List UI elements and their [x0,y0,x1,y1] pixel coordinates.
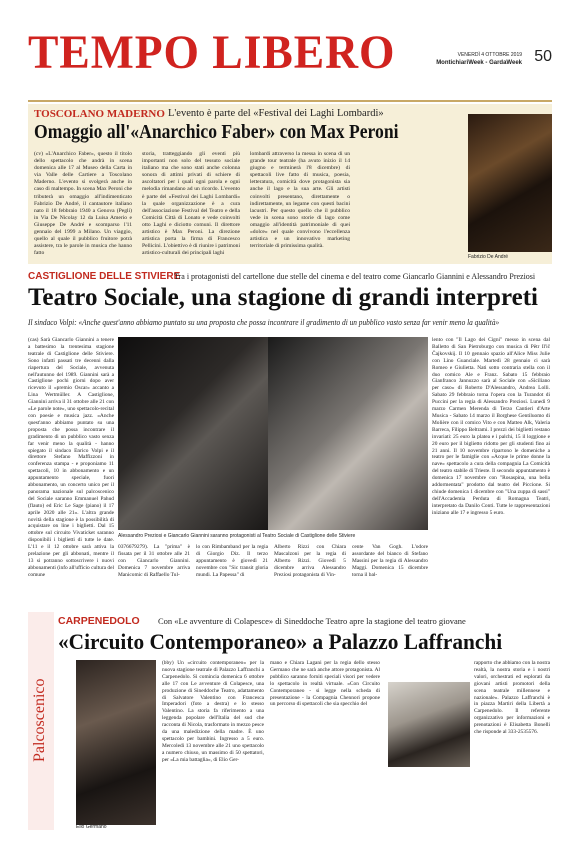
masthead-divider [28,100,552,102]
photo-performers [388,682,470,767]
article-body-column: lento con "Il Lago dei Cigni" messo in scena dal Balletto di San Pietroburgo con musica di Pëtr Il'ič Čajkovskij. Il 10 gennaio spazio all'Alice Miss Julie con Lino Guanciale. Martedì 28 gennaio ci sarà Romeo e Giulietta. Nati sotto contraria stella con il duo comico Ale e Franz. Sabato 15 febbraio Gianfranco Jannuzzo sarà al Sociale con «Siciliano per caso» di Roberto D'Alessandro, Andrea Lolli. Sabato 29 febbraio torna l'opera con la Turandot di Puccini per la regia di Alessandro Preziosi. Lunedì 9 marzo Carmen Merenda di Terzo Cantieri d'Arte Musica - Sabato 14 marzo il Borghese Gentiluomo di Molière con il comico Vito e con Matteo Alk, Valeria Barreca, Filippo Beltrami. I prezzi dei biglietti restano invariati: 25 euro la platea e i palchi, 15 il loggione e 20 euro per il biglietto ridotto per gli studenti fino ai 21 anni. Il 10 novembre ripartono le domeniche a teatro per le famiglie con «Acque le prime donne la nave» spettacolo a cura della compagnia La Comicità del teatro stabile di Trieste. Il secondo appuntamento è domenica 17 novembre con "Rosaspina, una bella addormentata" prodotto dal teatro del Piccione. Si chiude domenica 1 dicembre con "Una zuppa di sassi" dell'Accademia Perduta di Romagna Teatri, interpretato da Danilo Conti. Tutte le rappresentazioni iniziano alle 17 e ingresso 5 euro. [432,337,550,516]
article-body-column: (bby) Un «circuito contemporaneo» per la nuova stagione teatrale di Palazzo Laffranchi a Carpenedolo. Si comincia domenica 6 ottobre alle 17 con Le avventure di Colapesce, una produzione di Sineddoche Teatro, adattamento di Salvatore Valentino con Francesca Imperadori (foto a destra) e lo stesso Valentino. La storia fa riferimento a una leggenda popolare dell'Italia del sud che racconta di Nicola, trasformato in mezzo pesce da una maledizione della madre. È uno spettacolo per bambini. Ingresso a 5 euro. Mercoledì 13 novembre alle 21 uno spettacolo a numero chiuso, un massimo di 50 spettatori, per «La mia battaglia», di Elio Ger- [162,660,264,763]
article-circuito-contemporaneo [28,612,552,830]
issue-date: VENERDÌ 4 OTTOBRE 2019 [457,52,522,58]
article-body-column: rapporto che abbiamo con la nostra realtà, la nostra storia e i nostri valori, orchestrati ed esplorati da giovani artisti promotori della scena teatrale millennese e nazionale». Palazzo Laffranchi è in piazza Martiri della Libertà a Carpenedolo. Il referente organizzativo per informazioni e prenotazioni è Elisabetta Bonelli che risponde al 333-2535576. [474,660,550,736]
article-body-column: lombardi attraverso la messa in scena di un grande tour teatrale (ha avuto inizio il 14 giugno e terminerà l'8 dicembre) di spettacoli live fatto di musica, poesia, letteratura, comicità dove protagonista sia anche il lago e la sua arte. Gli artisti coinvolti presentano, direttamente o indirettamente, un legame con questi bacini lacustri. Per questo quello che il pubblico vede in scena sono storie di lago come omaggio all'identità patrimoniale di quei «dolce» nel quale convivono l'eccellenza artistica e un innovativo marketing territoriale di primissima qualità. [250,151,350,250]
photo-elio-germano [76,660,156,825]
article-kicker-subtitle: Tra i protagonisti del cartellone due stelle del cinema e del teatro come Giancarlo Giannini e Alessandro Preziosi [174,272,536,281]
photo-caption: Alessandro Preziosi e Giancarlo Giannini saranno protagonisti al Teatro Sociale di Castiglione delle Stiviere [118,533,356,539]
photo-giancarlo-giannini [118,337,268,530]
article-kicker: CARPENEDOLO [58,615,140,627]
photo-caption: Fabrizio De André [468,254,509,260]
article-body-column: Alberto Rizzi con Chiara Mascalzoni per la regia di Alberto Rizzi. Giovedì 5 dicembre arriva Alessandro Preziosi protagonista di Vin- [274,544,346,578]
article-subhead: Il sindaco Volpi: «Anche quest'anno abbiamo puntato su una proposta che possa incontrare il gradimento di un pubblico vasto senza far venir meno la qualità» [28,318,500,327]
article-body-column: (cv) «L'Anarchico Faber», questo il titolo dello spettacolo che andrà in scena domenica alle 17 al Museo della Carta in via Valle delle Cartiere a Toscolano Maderno. L'evento si svolgerà anche in caso di maltempo. In scena Max Peroni che tributerà un omaggio all'indimenticato Fabrizio De André, il cantautore italiano nato il 18 febbraio 1940 a Genova (Pegli) in Via De Nicolay 12 da Luisa Amerio e Giuseppe De André e scomparso l'11 gennaio del 1999 a Milano. Un viaggio, quello al quale il pubblico fruitore potrà assistere, tra le parole in musica che hanno fatto [34,151,132,257]
article-kicker-subtitle: L'evento è parte del «Festival dei Laghi Lombardi» [168,108,384,119]
article-teatro-sociale [28,268,552,608]
article-kicker-subtitle: Con «Le avventure di Colapesce» di Sineddoche Teatro apre la stagione del teatro giovane [158,616,466,626]
photo-fabrizio-de-andre [468,114,552,252]
article-body-column: 0376679279). La "prima" è fissata per il 31 ottobre alle 21 con Giancarlo Giannini. Domenica 7 novembre arriva Manicomic di Raffaello Tul- [118,544,190,578]
photo-caption: Elio Germano [76,824,107,830]
section-sidebar [28,612,54,830]
page-number: 50 [534,48,552,65]
masthead [28,22,552,84]
article-headline: Teatro Sociale, una stagione di grandi interpreti [28,284,538,311]
article-anarchico-faber [28,104,552,264]
article-body-column: storia, tratteggiando gli eventi più importanti non solo del tessuto sociale italiano ma che sono stati anche colonna sonora di attimi privati di schiere di ascoltatori per i quali ogni parola e ogni melodia rimandano ad un ricordo. L'evento è parte del «Festival dei Laghi Lombardi» la quale organizzazione è a cura dell'associazione Festival del Teatro e della Comicità Città di Lonato e vede coinvolti otto Laghi e diciotto comuni. Il direttore artistico è Max Peroni. La direzione artistica porta la firma di Francesco Pellicini. L'obiettivo è di riunire i patrimoni artistico-culturali dei principali laghi [142,151,240,257]
photo-alessandro-preziosi [268,337,428,530]
article-body-column: lo con Rimbamband per la regia di Giorgio Diz. Il terzo appuntamento è giovedì 21 novembre con "Sic transit gloria mundi. La Papessa" di [196,544,268,578]
article-kicker: TOSCOLANO MADERNO [34,108,165,120]
article-kicker: CASTIGLIONE DELLE STIVIERE [28,271,181,282]
section-sidebar-label: Palcoscenico [31,678,48,762]
article-headline: «Circuito Contemporaneo» a Palazzo Laffranchi [58,629,503,654]
article-body-column: mano e Chiara Lagani per la regia dello stesso Germano che ne sarà anche attore protagonista. Al pubblico saranno forniti speciali visori per vedere lo spettacolo in realtà virtuale. «Con Circuito Contemporaneo - si legge nella scheda di presentazione - la Compagnia Chennori propone un percorso di spettacoli che sia specchio del [270,660,380,708]
issue-publications: MontichiariWeek - GardaWeek [436,60,522,66]
article-headline: Omaggio all'«Anarchico Faber» con Max Peroni [34,121,399,143]
article-body-column: (cas) Sarà Giancarlo Giannini a tenere a battesimo la trentesima stagione teatrale di Castiglione delle Stiviere. Sono infatti passati tre decenni dalla riapertura del Sociale, avvenuta nell'autunno del 1989. Giannini sarà a Castiglione pochi giorni dopo aver ricevuto il «premio Oscar» accanto a Lina Wertmüller. A Castiglione, Giannini arriva il 31 ottobre alle 21 con «Le parole note», uno spettacolo-recital con poesie e musica jazz. «Anche quest'anno abbiamo puntato su una proposta che possa incontrare il gradimento di un pubblico vasto senza far venir meno la qualità - hanno spiegato il sindaco Enrico Volpi e il direttore Stefano Maffizzoni in conferenza stampa - e proponiamo 11 spettacoli, 10 in abbonamento e un appuntamento speciale, fuori abbonamento, un concerto unico per il panorama nazionale sul palcoscenico del Sociale saranno Emmanuel Pahud (flauto) ed Eric Le Sage (piano) il 17 aprile 2020 alle 21». L'altra grande novità della stagione è la possibilità di acquistare on line i biglietti. Dal 15 ottobre sul circuito Vivaticket saranno disponibili i biglietti di tutte le date. L'11 e il 12 ottobre sarà attiva la prelazione per gli abbonati, mentre il 13 si potranno sottoscrivere i nuovi abbonamenti (info all'ufficio cultura del comune [28,337,114,578]
article-body-column: cente Van Gogh. L'odore assordante del bianco di Stefano Massini per la regia di Alessandro Maggi. Domenica 15 dicembre torna il bal- [352,544,428,578]
newspaper-section-title: TEMPO LIBERO [28,26,396,79]
